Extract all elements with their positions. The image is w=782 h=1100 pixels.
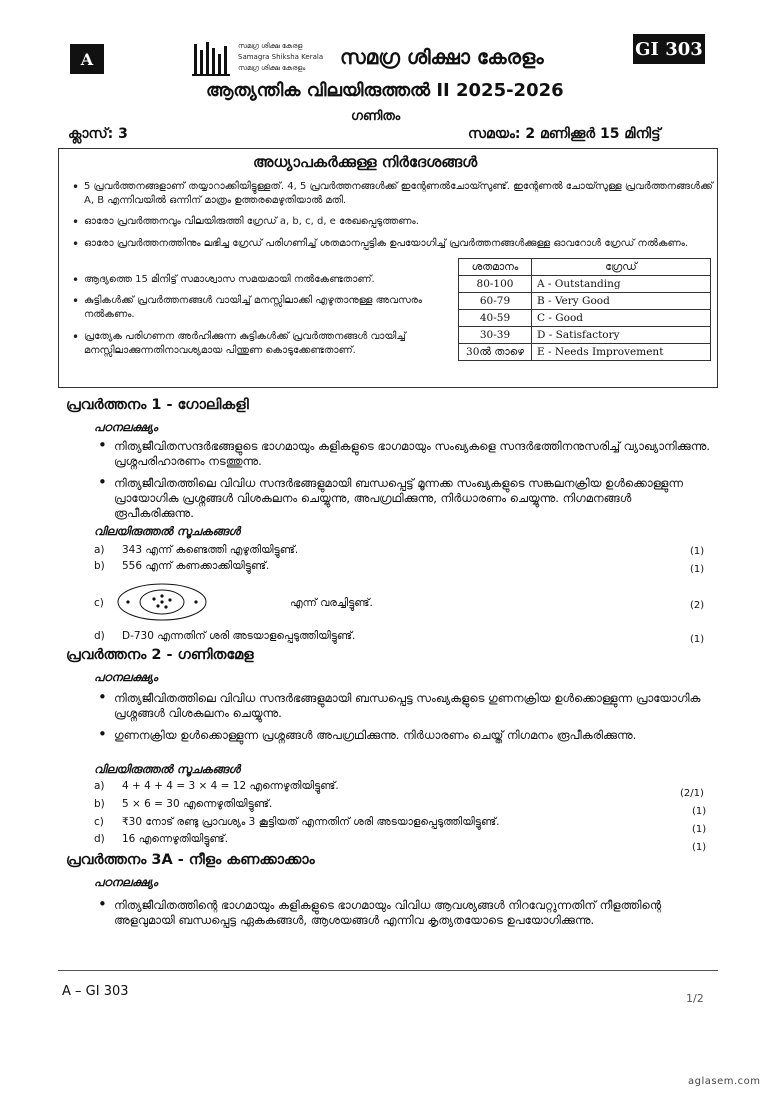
time-label: സമയം: 2 മണിക്കൂർ 15 മിനിട്ട് [468, 126, 661, 142]
indicator-text: 343 എന്ന് കണ്ടെത്തി എഴുതിയിട്ടുണ്ട്. [122, 544, 299, 556]
activity-1-indicator-label: വിലയിരുത്തൽ സൂചകങ്ങൾ [94, 524, 241, 538]
activity-2-title: പ്രവർത്തനം 2 - ഗണിതമേള [66, 647, 254, 663]
footer-code: A – GI 303 [62, 984, 129, 999]
table-row [459, 327, 711, 344]
instructions-title: അധ്യാപകർക്കുള്ള നിർദേശങ്ങൾ [253, 153, 478, 171]
instruction-item: • പ്രത്യേക പരിഗണന അർഹിക്കുന്ന കുട്ടികൾക്ക് പ്രവർത്തനങ്ങൾ വായിച്ച് മനസ്സിലാക്കുന്നതിനാവശ്യമായ പിന്തുണ കൊടുക്കേണ്ടതാണ്. [84, 330, 444, 358]
samagra-logo-icon [192, 40, 232, 78]
exam-title: ആത്യന്തിക വിലയിരുത്തൽ II 2025-2026 [206, 80, 564, 101]
indicator-key: d) [94, 630, 105, 642]
instruction-item: • ഓരോ പ്രവർത്തനവും വിലയിരുത്തി ഗ്രേഡ് a, b, c, d, e രേഖപ്പെടുത്തണം. [84, 215, 714, 229]
page-number: 1/2 [686, 992, 704, 1005]
grade-range: 30-39 [459, 327, 532, 344]
grade-table-header [459, 259, 711, 276]
website-watermark: aglasem.com [688, 1076, 761, 1087]
indicator-marks: (1) [690, 546, 705, 557]
indicator-text: 16 എന്നെഴുതിയിട്ടുണ്ട്. [122, 833, 228, 845]
indicator-text: 4 + 4 + 4 = 3 × 4 = 12 എന്നെഴുതിയിട്ടുണ്ട്. [122, 780, 339, 792]
grade-table [458, 258, 711, 361]
grade-col-percent: ശതമാനം [459, 259, 532, 276]
indicator-marks: (1) [690, 634, 705, 645]
indicator-marks: (1) [692, 842, 707, 853]
activity-3a-outcome-label: പഠനലക്ഷ്യം [94, 875, 158, 889]
indicator-marks: (1) [692, 824, 707, 835]
indicator-text: D-730 എന്നതിന് ശരി അടയാളപ്പെടുത്തിയിട്ടുണ്ട്. [122, 630, 356, 642]
activity-2-outcome-label: പഠനലക്ഷ്യം [94, 670, 158, 684]
indicator-key: a) [94, 544, 105, 556]
paper-code-badge [633, 34, 705, 64]
series-letter: A [80, 49, 94, 69]
subject-title: ഗണിതം [351, 109, 401, 124]
activity-2-indicator-label: വിലയിരുത്തൽ സൂചകങ്ങൾ [94, 762, 241, 776]
table-row [459, 310, 711, 327]
activity-2-outcome: • ഗുണനക്രിയ ഉൾക്കൊള്ളുന്ന പ്രശ്നങ്ങൾ അപഗ്രഥിക്കുന്നു. നിർധാരണം ചെയ്ത് നിഗമനം രൂപീകരിക്കുന്നു. [114, 728, 714, 743]
indicator-text: 5 × 6 = 30 എന്നെഴുതിയിട്ടുണ്ട്. [122, 798, 273, 810]
activity-1-outcome-label: പഠനലക്ഷ്യം [94, 420, 158, 434]
indicator-key: a) [94, 780, 105, 792]
marbles-circles-icon [116, 582, 208, 622]
paper-code: GI 303 [635, 38, 703, 60]
organization-name: സമഗ്ര ശിക്ഷാ കേരളം [340, 45, 544, 69]
indicator-marks: (2/1) [680, 788, 704, 799]
logo-text-malayalam-2: സമഗ്ര ശിക്ഷ കേരളം [238, 64, 306, 72]
logo-text-english: Samagra Shiksha Kerala [238, 53, 324, 61]
activity-3a-title: പ്രവർത്തനം 3A - നീളം കണക്കാക്കാം [66, 852, 315, 868]
grade-value: D - Satisfactory [532, 327, 711, 344]
table-row [459, 293, 711, 310]
footer-divider [58, 970, 718, 971]
indicator-key: b) [94, 798, 105, 810]
table-row [459, 344, 711, 361]
activity-3a-outcome: • നിത്യജീവിതത്തിന്റെ ഭാഗമായും കളികളുടെ ഭാഗമായും വിവിധ ആവശ്യങ്ങൾ നിറവേറ്റുന്നതിന് നീളത്തിന്റെ അളവുമായി ബന്ധപ്പെട്ട ഏകകങ്ങൾ, ആശയങ്ങൾ എന്നിവ കൃത്യതയോടെ ഉപയോഗിക്കുന്നു. [114, 898, 714, 928]
logo-text-malayalam: സമഗ്ര ശിക്ഷ കേരള [238, 42, 303, 50]
series-badge [70, 44, 104, 74]
indicator-key: b) [94, 560, 105, 572]
indicator-text: ₹30 നോട് രണ്ടു പ്രാവശ്യം 3 കൂട്ടിയത് എന്നതിന് ശരി അടയാളപ്പെടുത്തിയിട്ടുണ്ട്. [122, 816, 500, 828]
instruction-item: • 5 പ്രവർത്തനങ്ങളാണ് തയ്യാറാക്കിയിട്ടുള്ളത്. 4, 5 പ്രവർത്തനങ്ങൾക്ക് ഇന്റേണൽചോയ്സുണ്ട്. ഇന്റേണൽ ചോയ്സുള്ള പ്രവർത്തനങ്ങൾക്ക് A, B എന്നിവയിൽ ഒന്നിന് മാത്രം ഉത്തരമെഴുതിയാൽ മതി. [84, 180, 714, 208]
activity-2-outcome: • നിത്യജീവിതത്തിലെ വിവിധ സന്ദർഭങ്ങളുമായി ബന്ധപ്പെട്ട സംഖ്യകളുടെ ഗുണനക്രിയ ഉൾക്കൊള്ളുന്ന പ്രായോഗിക പ്രശ്നങ്ങൾ വിശകലനം ചെയ്യുന്നു. [114, 691, 714, 721]
grade-range: 60-79 [459, 293, 532, 310]
instruction-item: • കുട്ടികൾക്ക് പ്രവർത്തനങ്ങൾ വായിച്ച് മനസ്സിലാക്കി എഴുതാനുള്ള അവസരം നൽകണം. [84, 294, 444, 322]
grade-col-grade: ഗ്രേഡ് [532, 259, 711, 276]
indicator-key: d) [94, 833, 105, 845]
indicator-key: c) [94, 816, 104, 828]
indicator-key: c) [94, 597, 104, 609]
grade-value: E - Needs Improvement [532, 344, 711, 361]
indicator-marks: (1) [692, 806, 707, 817]
grade-range: 80-100 [459, 276, 532, 293]
indicator-marks: (2) [690, 600, 705, 611]
instruction-item: • ഓരോ പ്രവർത്തനത്തിനും ലഭിച്ച ഗ്രേഡ് പരിഗണിച്ച് ശതമാനപ്പട്ടിക ഉപയോഗിച്ച് പ്രവർത്തനങ്ങൾക്കുള്ള ഓവറോൾ ഗ്രേഡ് നൽകണം. [84, 237, 714, 251]
grade-range: 30ൽ താഴെ [459, 344, 532, 361]
grade-range: 40-59 [459, 310, 532, 327]
indicator-text: 556 എന്ന് കണക്കാക്കിയിട്ടുണ്ട്. [122, 560, 270, 572]
activity-1-outcome: • നിത്യജീവിതത്തിലെ വിവിധ സന്ദർഭങ്ങളുമായി ബന്ധപ്പെട്ട് മൂന്നക്ക സംഖ്യകളുടെ സങ്കലനക്രിയ ഉൾക്കൊള്ളുന്ന പ്രായോഗിക പ്രശ്നങ്ങൾ വിശകലനം ചെയ്യുന്നു, അപഗ്രഥിക്കുന്നു, നിർധാരണം ചെയ്യുന്നു. നിഗമനങ്ങൾ രൂപീകരിക്കുന്നു. [114, 476, 714, 521]
instruction-item: • ആദ്യത്തെ 15 മിനിട്ട് സമാശ്വാസ സമയമായി നൽകേണ്ടതാണ്. [84, 273, 444, 287]
grade-value: A - Outstanding [532, 276, 711, 293]
class-label: ക്ലാസ്: 3 [68, 126, 128, 142]
indicator-marks: (1) [690, 564, 705, 575]
grade-value: B - Very Good [532, 293, 711, 310]
indicator-text: എന്ന് വരച്ചിട്ടുണ്ട്. [290, 597, 373, 609]
table-row [459, 276, 711, 293]
grade-value: C - Good [532, 310, 711, 327]
activity-1-title: പ്രവർത്തനം 1 - ഗോലികളി [66, 397, 249, 413]
activity-1-outcome: • നിത്യജീവിതസന്ദർഭങ്ങളുടെ ഭാഗമായും കളികളുടെ ഭാഗമായും സംഖ്യകളെ സന്ദർഭത്തിനനുസരിച്ച് വ്യാഖ്യാനിക്കുന്നു. പ്രശ്നപരിഹാരണം നടത്തുന്നു. [114, 439, 714, 469]
